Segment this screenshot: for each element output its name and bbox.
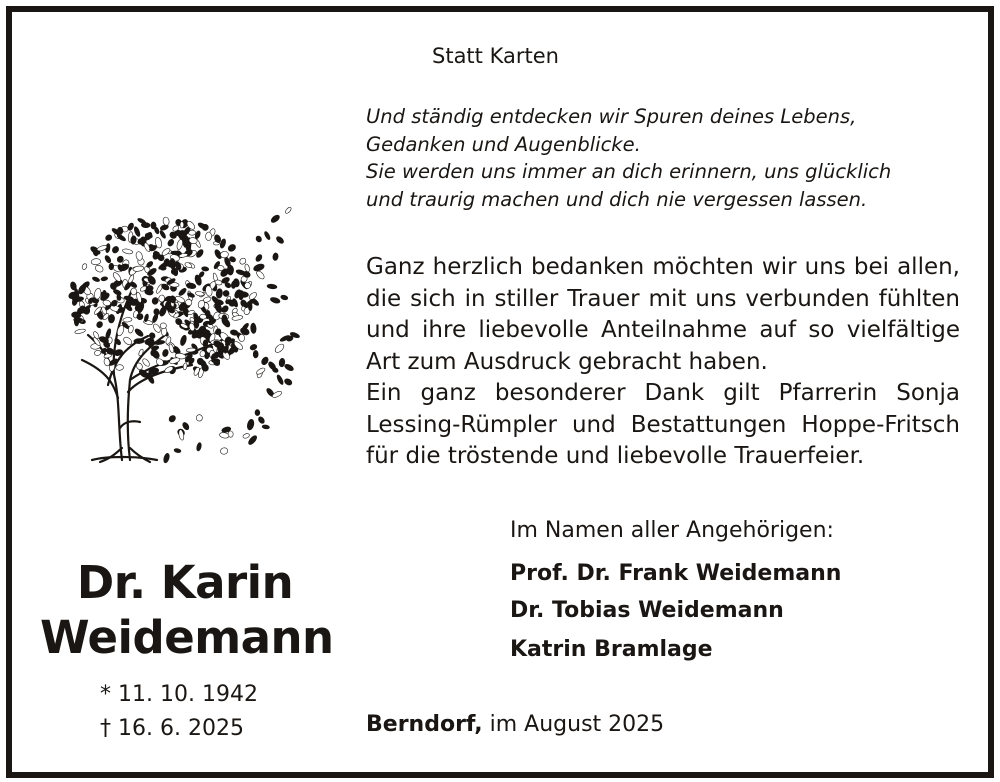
mourners-intro: Im Namen aller Angehörigen: [510, 518, 834, 543]
thanks-line: die sich in stiller Trauer mit uns verbunden fühlten [366, 285, 960, 312]
deceased-name-line: Weidemann [40, 611, 334, 664]
thanks-line: Art zum Ausdruck gebracht haben. [366, 348, 768, 375]
quote-line: Und ständig entdecken wir Spuren deines Lebens, [366, 105, 857, 128]
birth-date: * 11. 10. 1942 [100, 682, 258, 707]
date-text: im August 2025 [489, 712, 665, 737]
quote-line: Sie werden uns immer an dich erinnern, uns glücklich [366, 160, 892, 183]
life-dates [100, 678, 258, 746]
memorial-quote [366, 103, 891, 213]
deceased-name-line: Dr. Karin [76, 556, 294, 609]
tree-with-falling-leaves-icon [52, 160, 300, 470]
mourner-name: Katrin Bramlage [510, 637, 713, 662]
thanks-line: für die tröstende und liebevolle Trauerfeier. [366, 443, 865, 469]
death-date: † 16. 6. 2025 [100, 716, 244, 741]
thank-you-text [366, 252, 960, 473]
mourner-name: Prof. Dr. Frank Weidemann [510, 561, 842, 586]
place-name: Berndorf, [366, 712, 483, 737]
thanks-line: Ganz herzlich bedanken möchten wir uns bei allen, [366, 254, 960, 280]
thanks-line: Lessing-Rümpler und Bestattungen Hoppe-Fritsch [366, 411, 960, 438]
place-and-date [366, 712, 664, 737]
quote-line: Gedanken und Augenblicke. [366, 132, 641, 156]
mourner-name: Dr. Tobias Weidemann [510, 598, 784, 623]
deceased-name [40, 555, 334, 665]
quote-line: und traurig machen und dich nie vergessen lassen. [366, 187, 868, 211]
thanks-line: und ihre liebevolle Anteilnahme auf so vielfältige [366, 317, 960, 343]
header-statt-karten: Statt Karten [432, 44, 559, 68]
thanks-line: Ein ganz besonderer Dank gilt Pfarrerin Sonja [366, 380, 960, 406]
